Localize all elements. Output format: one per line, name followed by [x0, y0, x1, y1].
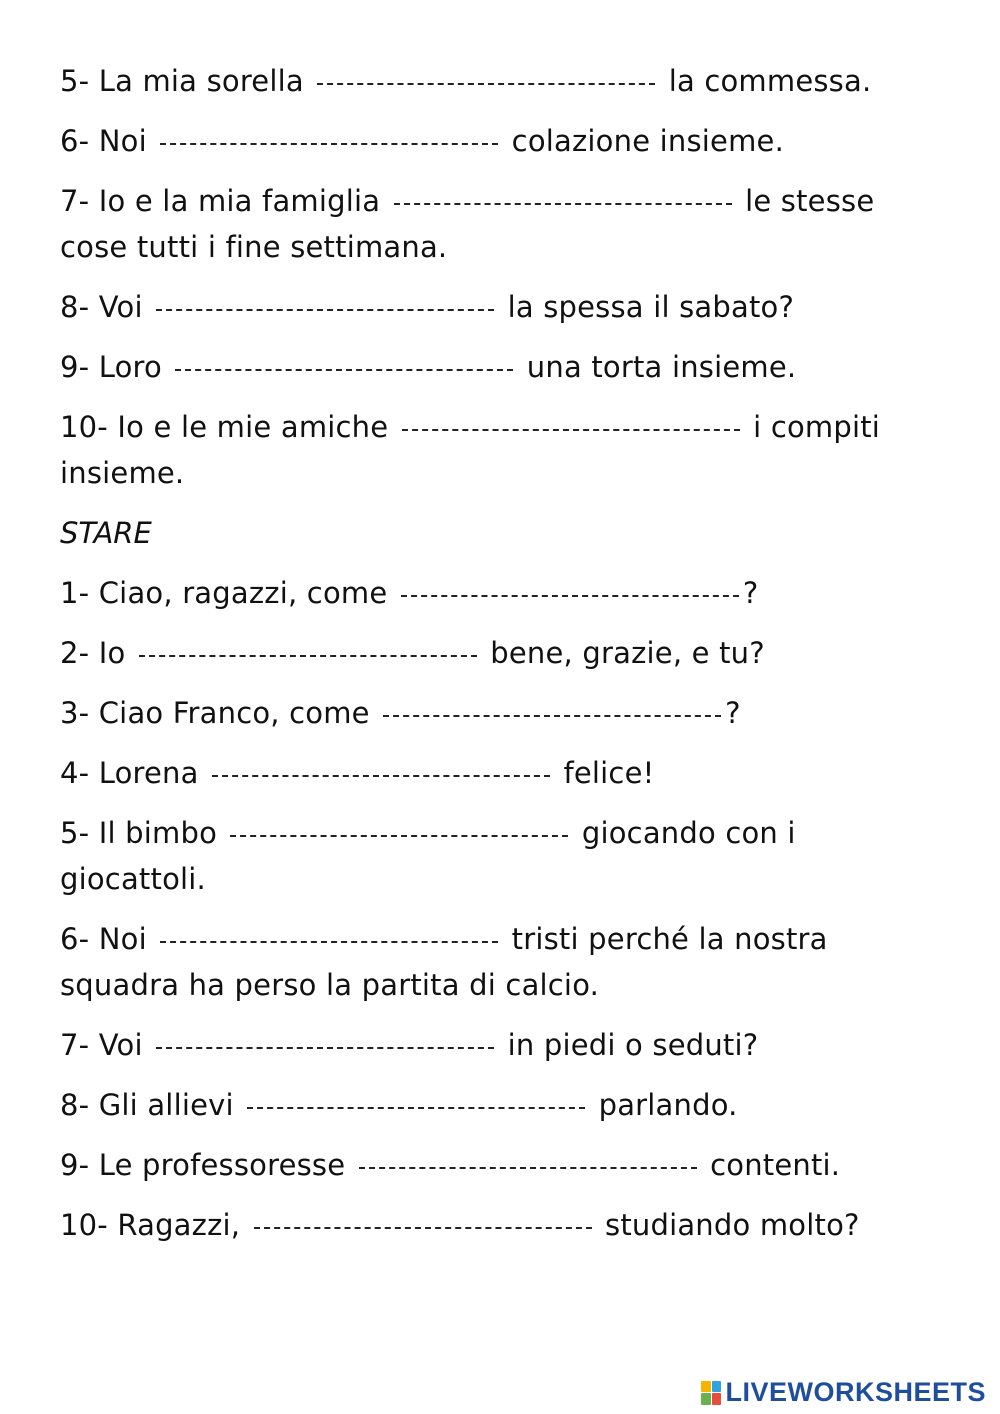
exercise-item — [60, 1142, 890, 1188]
exercise-item — [60, 404, 890, 496]
logo-square-icon — [701, 1393, 711, 1405]
item-continuation: contenti. — [710, 1148, 841, 1182]
item-prompt: 7- Io e la mia famiglia — [60, 184, 381, 218]
answer-blank[interactable] — [402, 405, 740, 431]
item-continuation: ? — [742, 576, 759, 610]
item-prompt: 3- Ciao Franco, come — [60, 696, 370, 730]
exercise-item — [60, 1022, 890, 1068]
answer-blank[interactable] — [359, 1143, 697, 1169]
item-continuation: ? — [725, 696, 741, 730]
item-prompt: 10- Io e le mie amiche — [60, 410, 389, 444]
logo-square-icon — [712, 1393, 722, 1405]
item-continuation: giocando con i giocattoli. — [60, 816, 796, 896]
answer-blank[interactable] — [156, 285, 494, 311]
answer-blank[interactable] — [230, 811, 568, 837]
item-continuation: felice! — [563, 756, 655, 790]
item-continuation: la commessa. — [668, 64, 872, 98]
item-continuation: tristi perché la nostra squadra ha perso la partita di calcio. — [60, 922, 828, 1002]
item-continuation: la spessa il sabato? — [507, 290, 795, 324]
item-prompt: 1- Ciao, ragazzi, come — [60, 576, 388, 610]
worksheet-content — [60, 58, 890, 1262]
exercise-item — [60, 1202, 890, 1248]
item-continuation: bene, grazie, e tu? — [490, 636, 765, 670]
item-prompt: 5- La mia sorella — [60, 64, 304, 98]
exercise-list-part-1 — [60, 58, 890, 496]
exercise-item — [60, 178, 890, 270]
answer-blank[interactable] — [160, 917, 498, 943]
answer-blank[interactable] — [175, 345, 513, 371]
answer-blank[interactable] — [156, 1023, 494, 1049]
exercise-item — [60, 750, 890, 796]
item-continuation: colazione insieme. — [511, 124, 785, 158]
exercise-item — [60, 810, 890, 902]
answer-blank[interactable] — [317, 59, 655, 85]
item-prompt: 9- Le professoresse — [60, 1148, 346, 1182]
liveworksheets-logo — [701, 1377, 986, 1408]
exercise-item — [60, 630, 890, 676]
exercise-list-stare — [60, 570, 890, 1248]
exercise-item — [60, 58, 890, 104]
item-prompt: 2- Io — [60, 636, 126, 670]
exercise-item — [60, 344, 890, 390]
answer-blank[interactable] — [254, 1203, 592, 1229]
exercise-item — [60, 570, 890, 616]
item-prompt: 6- Noi — [60, 124, 147, 158]
item-prompt: 4- Lorena — [60, 756, 199, 790]
item-continuation: una torta insieme. — [526, 350, 797, 384]
item-continuation: parlando. — [598, 1088, 738, 1122]
item-prompt: 10- Ragazzi, — [60, 1208, 241, 1242]
item-continuation: in piedi o seduti? — [507, 1028, 759, 1062]
exercise-item — [60, 1082, 890, 1128]
item-prompt: 5- Il bimbo — [60, 816, 218, 850]
item-continuation: i compiti insieme. — [60, 410, 881, 490]
answer-blank[interactable] — [247, 1083, 585, 1109]
item-continuation: le stesse cose tutti i fine settimana. — [60, 184, 875, 264]
answer-blank[interactable] — [394, 179, 732, 205]
logo-square-icon — [712, 1381, 722, 1393]
item-prompt: 7- Voi — [60, 1028, 143, 1062]
answer-blank[interactable] — [160, 119, 498, 145]
exercise-item — [60, 284, 890, 330]
logo-text: LIVEWORKSHEETS — [725, 1377, 986, 1407]
answer-blank[interactable] — [212, 751, 550, 777]
answer-blank[interactable] — [383, 691, 721, 717]
item-prompt: 8- Gli allievi — [60, 1088, 234, 1122]
exercise-item — [60, 118, 890, 164]
item-prompt: 9- Loro — [60, 350, 162, 384]
logo-square-icon — [701, 1381, 711, 1393]
exercise-item — [60, 916, 890, 1008]
exercise-item — [60, 690, 890, 736]
answer-blank[interactable] — [139, 631, 477, 657]
answer-blank[interactable] — [401, 571, 739, 597]
item-continuation: studiando molto? — [605, 1208, 860, 1242]
section-title-stare: STARE — [60, 516, 152, 550]
liveworksheets-logo-icon — [701, 1381, 721, 1405]
item-prompt: 8- Voi — [60, 290, 143, 324]
item-prompt: 6- Noi — [60, 922, 147, 956]
